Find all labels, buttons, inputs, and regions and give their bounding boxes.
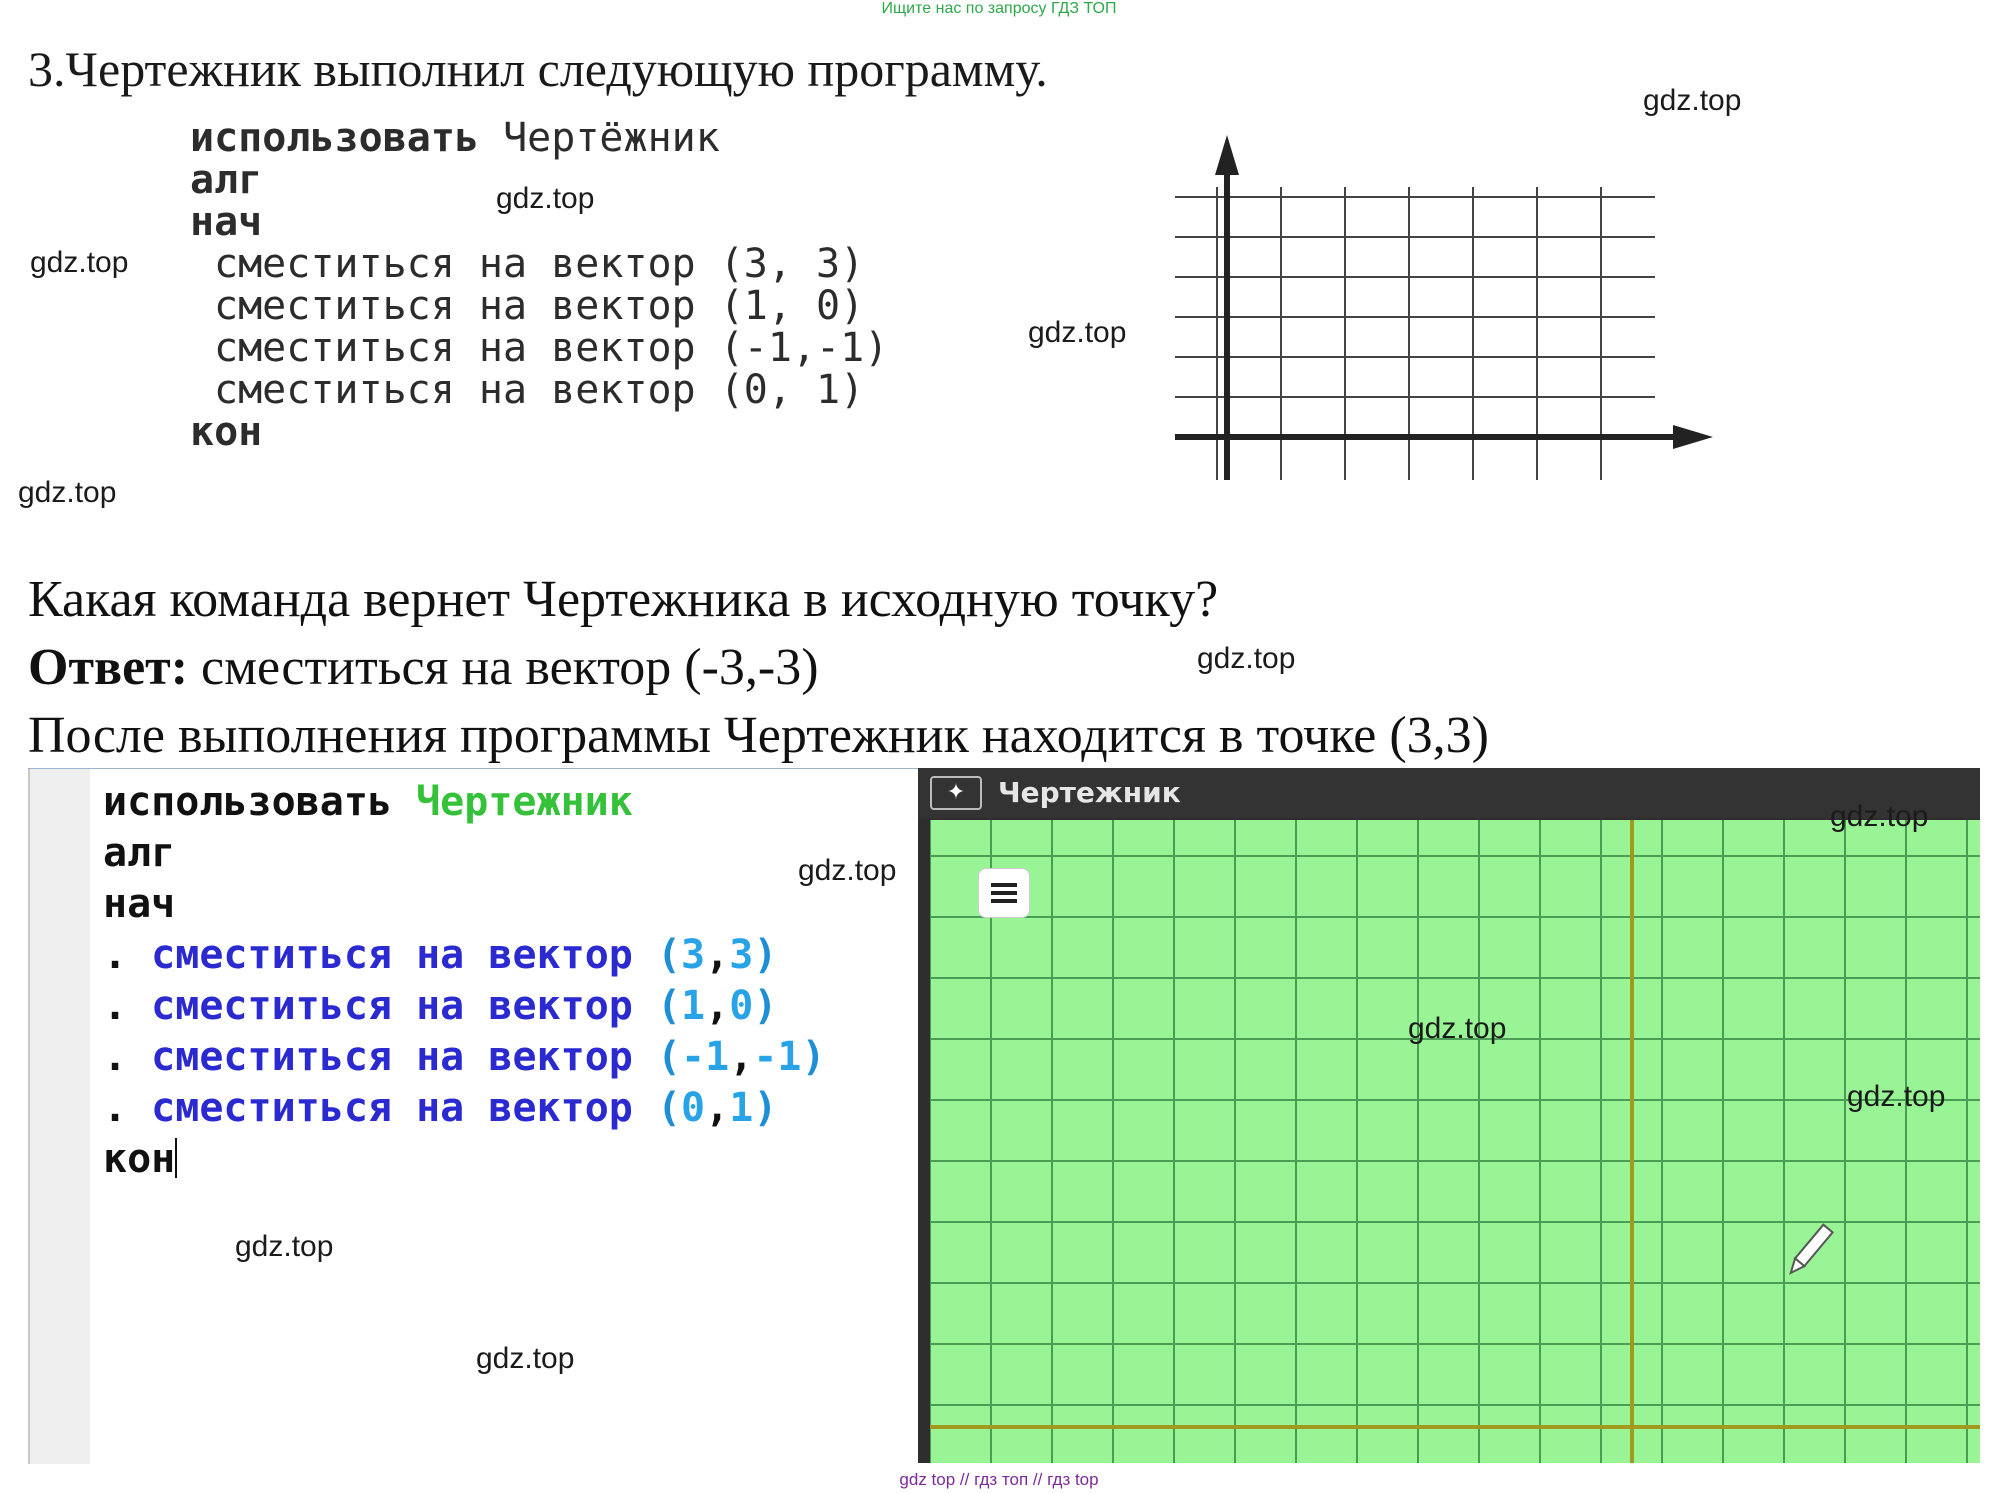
watermark-1: gdz.top — [1643, 84, 1742, 117]
editor-line-1[interactable]: использовать Чертежник — [103, 779, 633, 825]
watermark-2: gdz.top — [496, 182, 595, 215]
editor-line-7[interactable]: . сместиться на вектор (0,1) — [103, 1085, 778, 1131]
program-line-1: использовать Чертёжник — [190, 115, 720, 161]
watermark-10: gdz.top — [1847, 1080, 1946, 1113]
program-line-5: сместиться на вектор (1, 0) — [214, 283, 865, 329]
pin-icon[interactable]: ✦ — [930, 776, 982, 810]
editor-line-5[interactable]: . сместиться на вектор (1,0) — [103, 983, 778, 1029]
text-cursor — [175, 1138, 177, 1178]
watermark-12: gdz.top — [476, 1342, 575, 1375]
watermark-5: gdz.top — [18, 476, 117, 509]
watermark-4: gdz.top — [1028, 316, 1127, 349]
drawing-field[interactable] — [930, 820, 1980, 1463]
watermark-6: gdz.top — [1197, 642, 1296, 675]
watermark-3: gdz.top — [30, 246, 129, 279]
drawer-titlebar — [918, 768, 1980, 818]
answer-text: Ответ: сместиться на вектор (-3,-3) — [28, 639, 819, 696]
footer-links: gdz top // гдз топ // гдз top — [899, 1470, 1099, 1489]
editor-line-4[interactable]: . сместиться на вектор (3,3) — [103, 932, 778, 978]
watermark-11: gdz.top — [235, 1230, 334, 1263]
question-text: Какая команда вернет Чертежника в исходную точку? — [28, 571, 1219, 628]
editor-gutter — [28, 769, 90, 1464]
program-line-8: кон — [190, 409, 263, 455]
program-line-2: алг — [190, 157, 263, 203]
code-editor[interactable] — [28, 768, 918, 1464]
editor-line-3[interactable]: нач — [103, 881, 176, 927]
watermark-8: gdz.top — [798, 854, 897, 887]
program-line-6: сместиться на вектор (-1,-1) — [214, 325, 889, 371]
editor-line-2[interactable]: алг — [103, 830, 176, 876]
editor-line-8[interactable]: кон — [103, 1136, 176, 1182]
textbook-grid — [1175, 135, 1735, 495]
program-line-7: сместиться на вектор (0, 1) — [214, 367, 865, 413]
program-line-4: сместиться на вектор (3, 3) — [214, 241, 865, 287]
textbook-scan — [190, 115, 1750, 570]
hamburger-menu-icon[interactable] — [978, 868, 1030, 918]
watermark-7: gdz.top — [1830, 800, 1929, 833]
watermark-9: gdz.top — [1408, 1012, 1507, 1045]
task-heading: 3.Чертежник выполнил следующую программу. — [28, 41, 1048, 97]
drawing-grid — [930, 820, 1980, 1463]
program-line-3: нач — [190, 199, 263, 245]
top-banner: Ищите нас по запросу ГДЗ ТОП — [881, 0, 1117, 17]
after-text: После выполнения программы Чертежник находится в точке (3,3) — [28, 707, 1490, 764]
pencil-icon — [1786, 1225, 1832, 1277]
drawer-window — [918, 768, 1980, 1463]
editor-line-6[interactable]: . сместиться на вектор (-1,-1) — [103, 1034, 826, 1080]
drawer-title: Чертежник — [998, 776, 1181, 809]
